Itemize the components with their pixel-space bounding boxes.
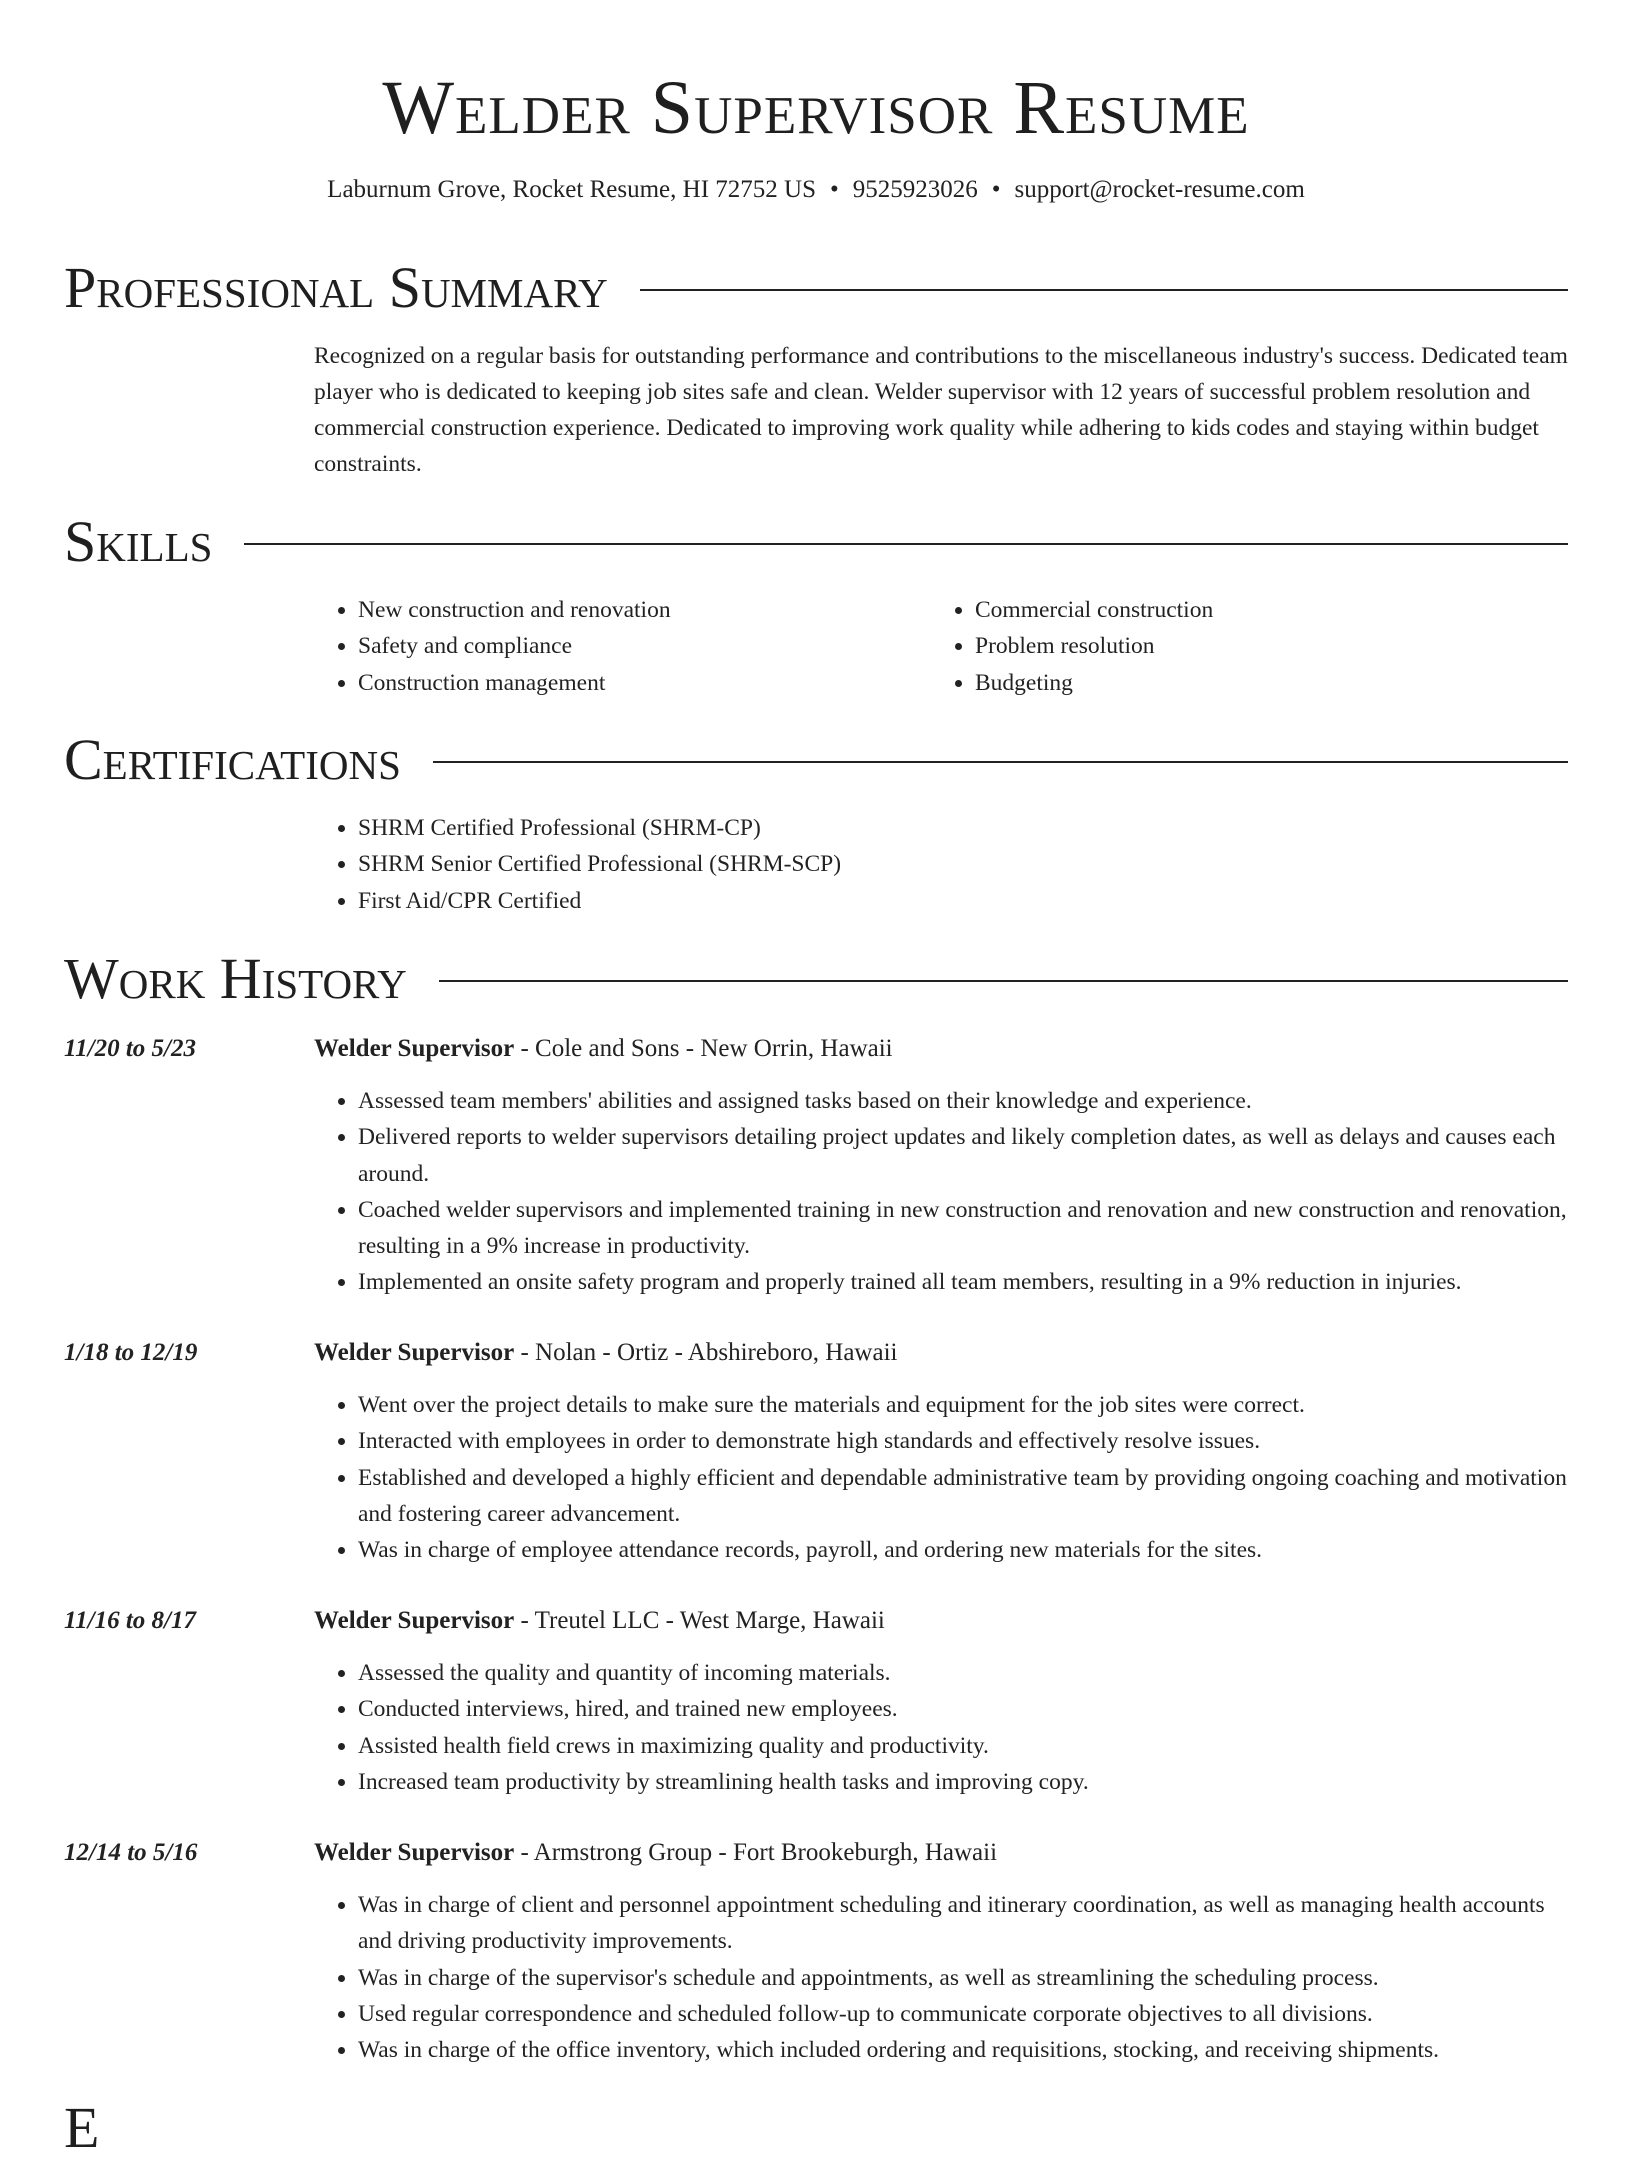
summary-heading: Professional Summary bbox=[64, 255, 608, 320]
contact-line bbox=[0, 174, 1632, 206]
job-company: - Armstrong Group - Fort Brookeburgh, Hawaii bbox=[520, 1839, 998, 1866]
job-bullet: • Interacted with employees in order to demonstrate high standards and effectively resolve issues. bbox=[358, 1423, 1568, 1459]
skills-section-header bbox=[64, 506, 1568, 578]
job-bullet: • Assessed team members' abilities and assigned tasks based on their knowledge and experience. bbox=[358, 1083, 1568, 1119]
skills-column-left bbox=[314, 592, 931, 701]
job-bullets bbox=[314, 1083, 1568, 1301]
job-heading bbox=[314, 1336, 1568, 1370]
skills-list bbox=[314, 592, 1568, 701]
contact-separator: • bbox=[829, 176, 839, 203]
skill-item: • New construction and renovation bbox=[358, 592, 931, 628]
job-title: Welder Supervisor bbox=[314, 1339, 515, 1366]
job-company: - Nolan - Ortiz - Abshireboro, Hawaii bbox=[520, 1339, 898, 1366]
section-divider bbox=[433, 761, 1568, 763]
job-company: - Cole and Sons - New Orrin, Hawaii bbox=[520, 1035, 893, 1062]
job-bullet: • Assisted health field crews in maximizing quality and productivity. bbox=[358, 1728, 1568, 1764]
certifications-heading: Certifications bbox=[64, 727, 401, 792]
skill-item: • Commercial construction bbox=[975, 592, 1548, 628]
job-bullet: • Conducted interviews, hired, and trained new employees. bbox=[358, 1691, 1568, 1727]
work-history-section-header bbox=[64, 943, 1568, 1015]
contact-email: support@rocket-resume.com bbox=[1014, 176, 1305, 203]
job-bullets bbox=[314, 1387, 1568, 1568]
section-divider bbox=[640, 289, 1568, 291]
job-dates: 11/16 to 8/17 bbox=[64, 1607, 196, 1634]
certification-item: • First Aid/CPR Certified bbox=[358, 883, 1568, 919]
skills-column-right bbox=[931, 592, 1548, 701]
job-title: Welder Supervisor bbox=[314, 1839, 515, 1866]
certifications-section-header bbox=[64, 724, 1568, 796]
job-dates: 12/14 to 5/16 bbox=[64, 1839, 198, 1866]
certifications-list bbox=[314, 810, 1568, 919]
job-dates: 11/20 to 5/23 bbox=[64, 1035, 196, 1062]
summary-section-header bbox=[64, 252, 1568, 324]
certification-item: • SHRM Senior Certified Professional (SHRM-SCP) bbox=[358, 846, 1568, 882]
job-bullet: • Was in charge of the supervisor's schedule and appointments, as well as streamlining the scheduling process. bbox=[358, 1960, 1568, 1996]
work-history-heading: Work History bbox=[64, 946, 407, 1011]
job-heading bbox=[314, 1032, 1568, 1066]
job-company: - Treutel LLC - West Marge, Hawaii bbox=[520, 1607, 885, 1634]
job-bullet: • Went over the project details to make sure the materials and equipment for the job sites were correct. bbox=[358, 1387, 1568, 1423]
certification-item: • SHRM Certified Professional (SHRM-CP) bbox=[358, 810, 1568, 846]
job-bullet: • Established and developed a highly efficient and dependable administrative team by providing ongoing coaching and motivation and fostering career advancement. bbox=[358, 1460, 1568, 1533]
job-bullet: • Was in charge of employee attendance records, payroll, and ordering new materials for the sites. bbox=[358, 1532, 1568, 1568]
section-divider bbox=[439, 980, 1568, 982]
job-bullet: • Delivered reports to welder supervisors detailing project updates and likely completion dates, as well as delays and causes each around. bbox=[358, 1119, 1568, 1192]
job-heading bbox=[314, 1836, 1568, 1870]
job-bullet: • Was in charge of client and personnel appointment scheduling and itinerary coordination, as well as managing health accounts and driving productivity improvements. bbox=[358, 1887, 1568, 1960]
skill-item: • Problem resolution bbox=[975, 628, 1548, 664]
job-bullet: • Increased team productivity by streamlining health tasks and improving copy. bbox=[358, 1764, 1568, 1800]
resume-title: Welder Supervisor Resume bbox=[382, 66, 1250, 150]
contact-phone: 9525923026 bbox=[852, 176, 978, 203]
skill-item: • Budgeting bbox=[975, 665, 1548, 701]
job-bullet: • Used regular correspondence and scheduled follow-up to communicate corporate objectives to all divisions. bbox=[358, 1996, 1568, 2032]
job-bullet: • Implemented an onsite safety program and properly trained all team members, resulting in a 9% reduction in injuries. bbox=[358, 1264, 1568, 1300]
job-bullet: • Coached welder supervisors and implemented training in new construction and renovation and new construction and renovation, resulting in a 9% increase in productivity. bbox=[358, 1192, 1568, 1265]
section-divider bbox=[244, 543, 1568, 545]
job-title: Welder Supervisor bbox=[314, 1607, 515, 1634]
skill-item: • Construction management bbox=[358, 665, 931, 701]
next-section-heading-partial: E bbox=[64, 2095, 100, 2160]
job-dates: 1/18 to 12/19 bbox=[64, 1339, 198, 1366]
summary-text: Recognized on a regular basis for outstanding performance and contributions to the miscellaneous industry's success. Dedicated team player who is dedicated to keeping job sites safe and clean. Welder supervisor with 12 years of successful problem resolution and commercial construction experience. Dedicated to improving work quality while adhering to kids codes and staying within budget constraints. bbox=[314, 343, 1568, 477]
contact-address: Laburnum Grove, Rocket Resume, HI 72752 US bbox=[327, 176, 816, 203]
contact-separator: • bbox=[991, 176, 1001, 203]
job-title: Welder Supervisor bbox=[314, 1035, 515, 1062]
job-bullets bbox=[314, 1655, 1568, 1800]
skill-item: • Safety and compliance bbox=[358, 628, 931, 664]
job-bullet: • Assessed the quality and quantity of incoming materials. bbox=[358, 1655, 1568, 1691]
job-bullets bbox=[314, 1887, 1568, 2068]
skills-heading: Skills bbox=[64, 509, 213, 574]
job-bullet: • Was in charge of the office inventory, which included ordering and requisitions, stocking, and receiving shipments. bbox=[358, 2032, 1568, 2068]
job-heading bbox=[314, 1604, 1568, 1638]
